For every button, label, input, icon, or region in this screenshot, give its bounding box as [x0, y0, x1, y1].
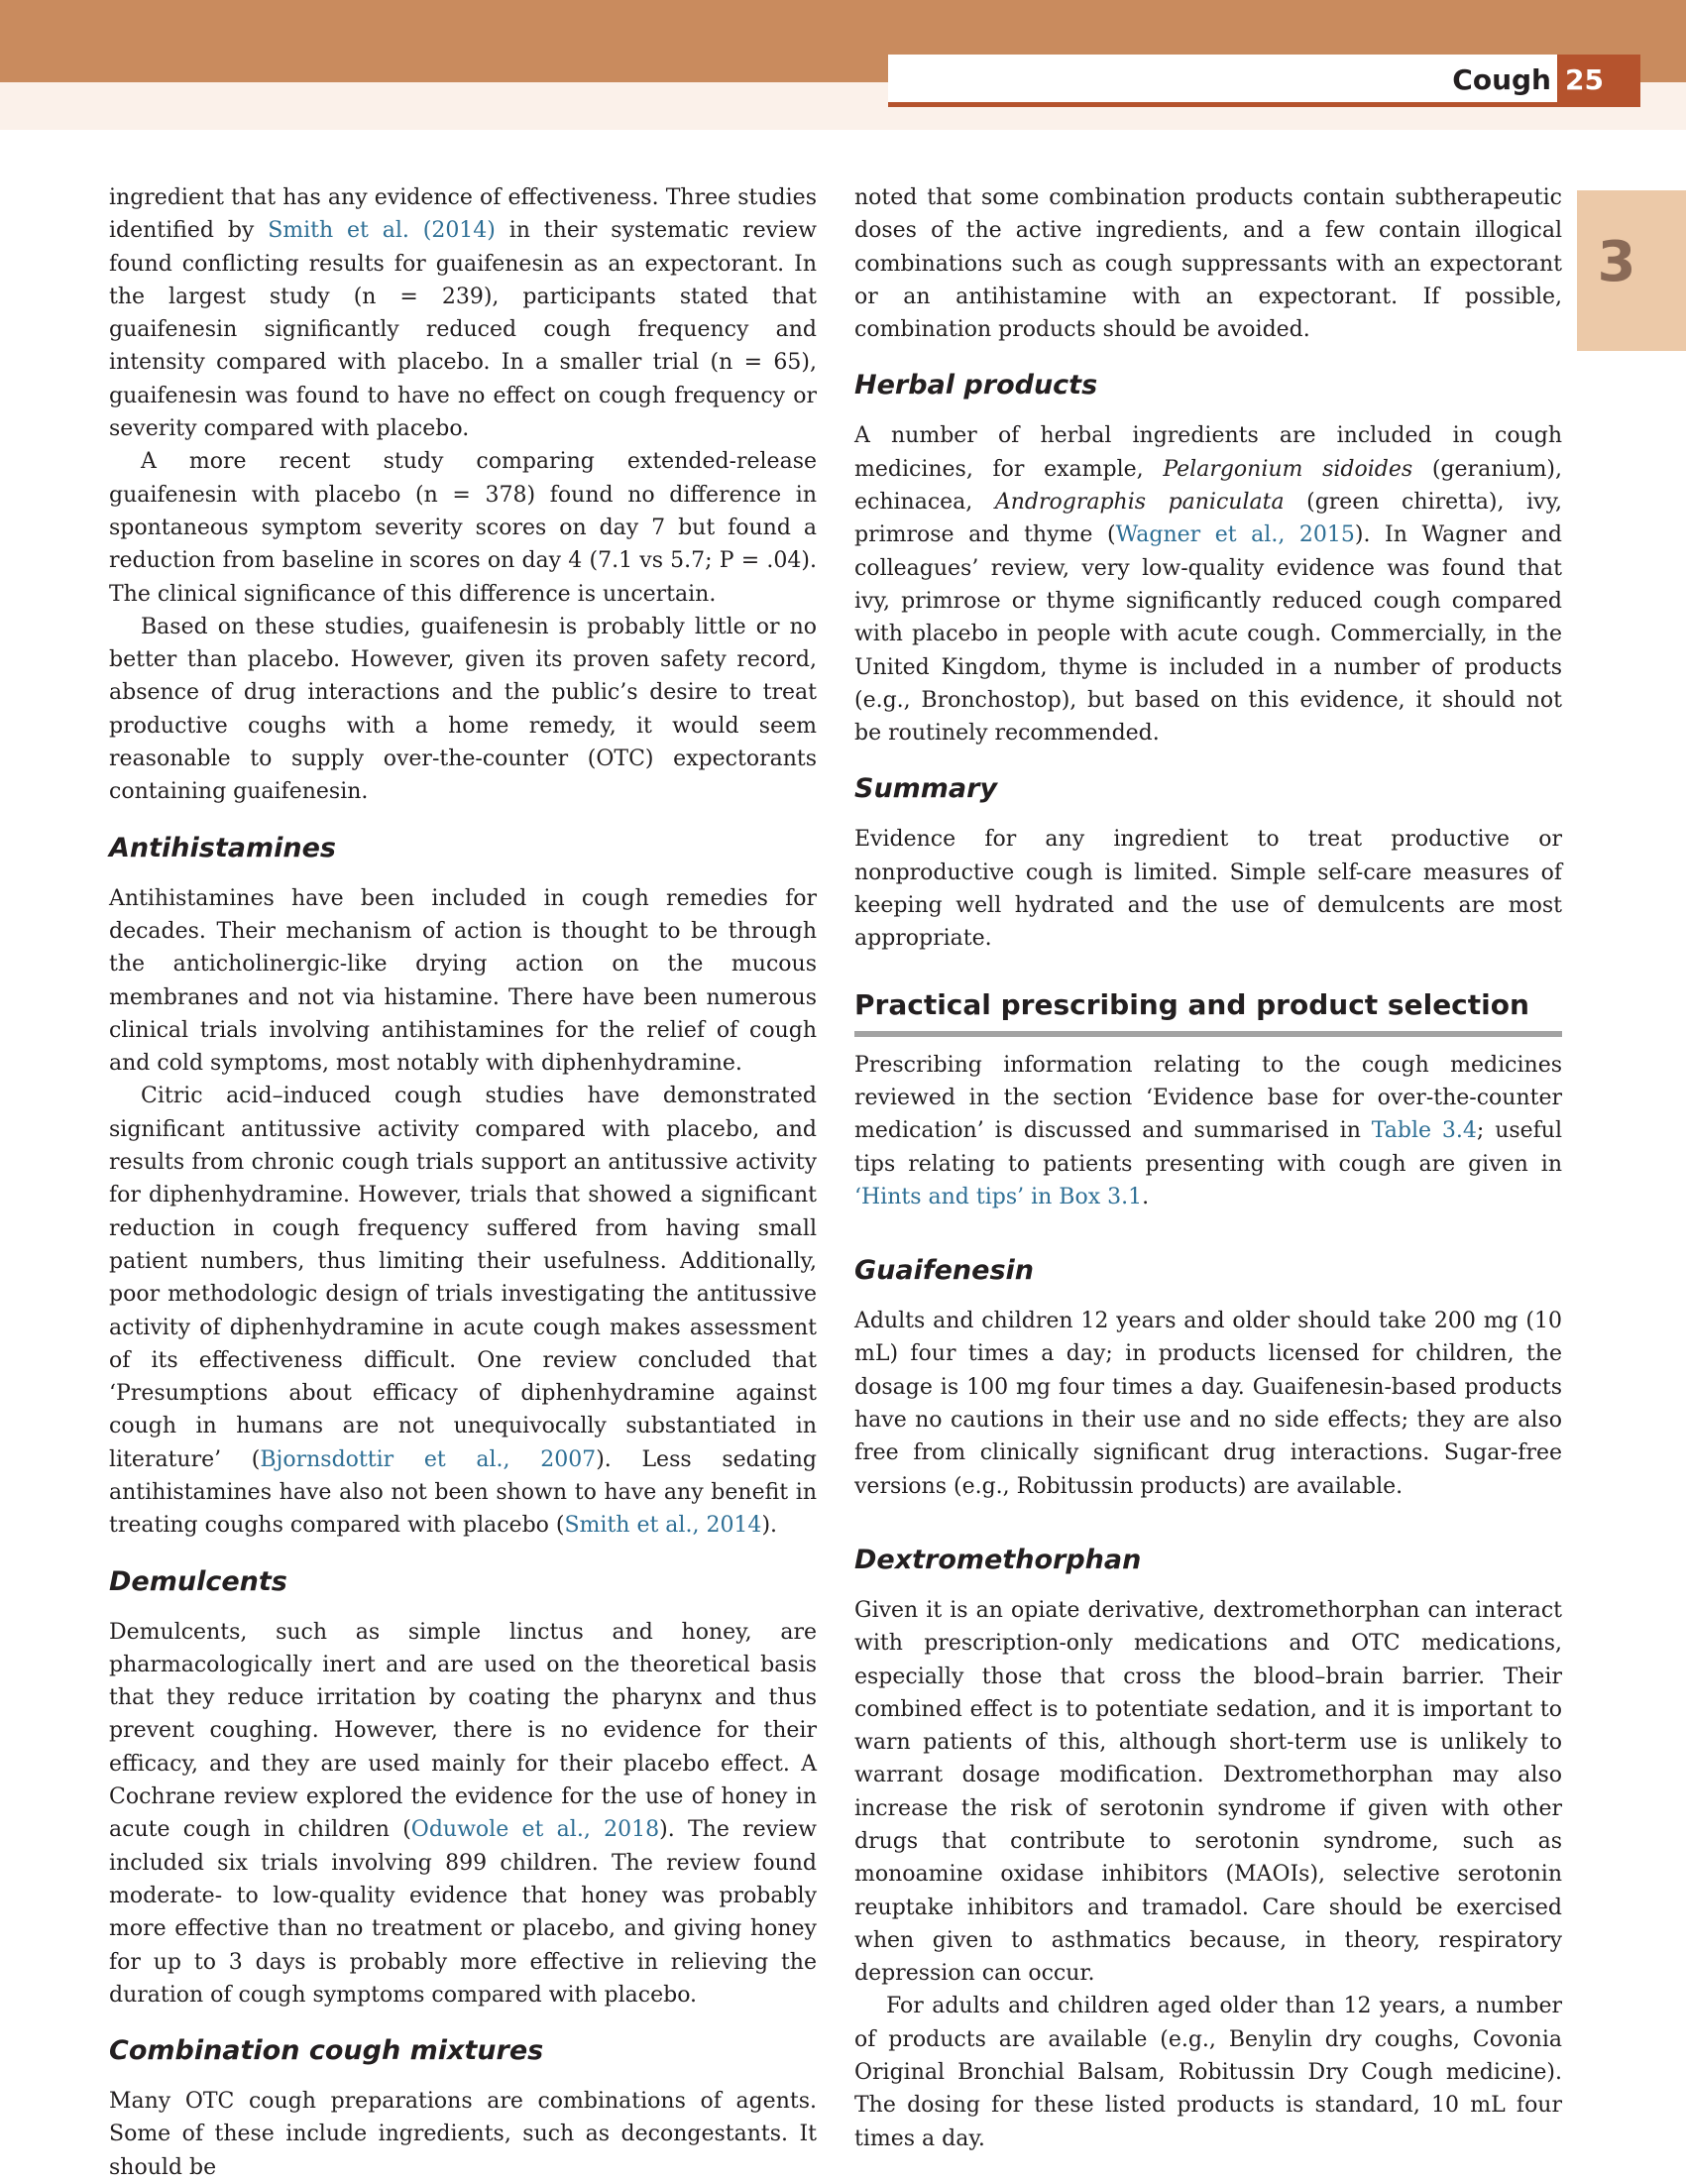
heading-summary: Summary: [854, 773, 998, 805]
header-rule: [888, 102, 1557, 107]
heading-combination-cough-mixtures: Combination cough mixtures: [109, 2035, 544, 2067]
paragraph: Based on these studies, guaifenesin is probably little or no better than placebo. However, given its proven safety record, absence of drug interactions and the public’s desire to treat productive coughs with a home remedy, it would seem reasonable to supply over-the-counter (OTC) expectorants containing guaifenesin.: [109, 614, 817, 805]
paragraph: Many OTC cough preparations are combinations of agents. Some of these include ingredients, such as decongestants. It should be: [109, 2089, 817, 2180]
page-number: 25: [1565, 63, 1604, 96]
paragraph: A more recent study comparing extended-release guaifenesin with placebo (n = 378) found no difference in spontaneous symptom severity scores on day 7 but found a reduction from baseline in scores on day 4 (7.1 vs 5.7; P = .04). The clinical significance of this difference is uncertain.: [109, 449, 817, 607]
paragraph: Given it is an opiate derivative, dextromethorphan can interact with prescription-only medications and OTC medications, especially those that cross the blood–brain barrier. Their combined effect is to potentiate sedation, and it is important to warn patients of this, although short-term use is unlikely to warrant dosage modification. Dextromethorphan may also increase the risk of serotonin syndrome if given with other drugs that contribute to serotonin syndrome, such as monoamine oxidase inhibitors (MAOIs), selective serotonin reuptake inhibitors and tramadol. Care should be exercised when given to asthmatics because, in theory, respiratory depression can occur.: [854, 1597, 1562, 1987]
citation-link[interactable]: Smith et al., 2014: [564, 1513, 762, 1539]
running-header-title: Cough: [1452, 63, 1551, 96]
table-link[interactable]: Table 3.4: [1371, 1118, 1477, 1144]
paragraph: A number of herbal ingredients are included in cough medicines, for example, Pelargonium sidoides (geranium), echinacea, Andrographis paniculata (green chiretta), ivy, primrose and thyme (Wagner et al., 2015). In Wagner and colleagues’ review, very low-quality evidence was found that ivy, primrose or thyme significantly reduced cough compared with placebo in people with acute cough. Commercially, in the United Kingdom, thyme is included in a number of products (e.g., Bronchostop), but based on this evidence, it should not be routinely recommended.: [854, 423, 1563, 747]
citation-link[interactable]: Bjornsdottir et al., 2007: [260, 1446, 597, 1472]
paragraph: Adults and children 12 years and older should take 200 mg (10 mL) four times a day; in products licensed for children, the dosage is 100 mg four times a day. Guaifenesin-based products have no cautions in their use and no side effects; they are also free from clinically significant drug interactions. Sugar-free versions (e.g., Robitussin products) are available.: [854, 1309, 1562, 1499]
right-column: [854, 181, 1562, 2155]
paragraph: For adults and children aged older than 12 years, a number of products are available (e.g., Benylin dry coughs, Covonia Original Bronchial Balsam, Robitussin Dry Cough medicine). The dosing for these listed products is standard, 10 mL four times a day.: [854, 1994, 1562, 2151]
citation-link[interactable]: Smith et al. (2014): [268, 218, 496, 244]
paragraph: Prescribing information relating to the cough medicines reviewed in the section ‘Evidence base for over-the-counter medication’ is discussed and summarised in Table 3.4; useful tips relating to patients presenting with cough are given in ‘Hints and tips’ in Box 3.1.: [854, 1052, 1563, 1209]
paragraph: Evidence for any ingredient to treat productive or nonproductive cough is limited. Simple self-care measures of keeping well hydrated and the use of demulcents are most appropriate.: [854, 827, 1562, 952]
paragraph: Demulcents, such as simple linctus and honey, are pharmacologically inert and are used on the theoretical basis that they reduce irritation by coating the pharynx and thus prevent coughing. However, there is no evidence for their efficacy, and they are used mainly for their placebo effect. A Cochrane review explored the evidence for the use of honey in acute cough in children (Oduwole et al., 2018). The review included six trials involving 899 children. The review found moderate- to low-quality evidence that honey was probably more effective than no treatment or placebo, and giving honey for up to 3 days is probably more effective in relieving the duration of cough symptoms compared with placebo.: [109, 1619, 817, 2008]
chapter-tab: [1577, 190, 1686, 351]
heading-demulcents: Demulcents: [109, 1565, 287, 1597]
citation-link[interactable]: Oduwole et al., 2018: [410, 1817, 660, 1843]
box-link[interactable]: ‘Hints and tips’ in Box 3.1: [854, 1184, 1143, 1209]
heading-antihistamines: Antihistamines: [109, 832, 336, 863]
citation-link[interactable]: Wagner et al., 2015: [1115, 522, 1355, 548]
left-column: [109, 181, 817, 2184]
heading-herbal-products: Herbal products: [854, 370, 1098, 402]
paragraph: noted that some combination products contain subtherapeutic doses of the active ingredients, and a few contain illogical combinations such as cough suppressants with an expectorant or an antihistamine with an expectorant. If possible, combination products should be avoided.: [854, 185, 1562, 343]
paragraph: ingredient that has any evidence of effectiveness. Three studies identified by Smith et al. (2014) in their systematic review found conflicting results for guaifenesin as an expectorant. In the largest study (n = 239), participants stated that guaifenesin significantly reduced cough frequency and intensity compared with placebo. In a smaller trial (n = 65), guaifenesin was found to have no effect on cough frequency or severity compared with placebo.: [109, 185, 817, 442]
chapter-number: 3: [1597, 230, 1636, 294]
heading-dextromethorphan: Dextromethorphan: [854, 1544, 1142, 1575]
paragraph: Antihistamines have been included in cough remedies for decades. Their mechanism of action is thought to be through the anticholinergic-like drying action on the mucous membranes and not via histamine. There have been numerous clinical trials involving antihistamines for the relief of cough and cold symptoms, most notably with diphenhydramine.: [109, 885, 817, 1077]
page-number-box: [1557, 55, 1640, 107]
heading-guaifenesin: Guaifenesin: [854, 1255, 1034, 1287]
heading-practical-prescribing: Practical prescribing and product selection: [854, 985, 1562, 1037]
paragraph: Citric acid–induced cough studies have demonstrated significant antitussive activity compared with placebo, and results from chronic cough trials support an antitussive activity for diphenhydramine. However, trials that showed a significant reduction in cough frequency suffered from having small patient numbers, thus limiting their usefulness. Additionally, poor methodologic design of trials investigating the antitussive activity of diphenhydramine in acute cough makes assessment of its effectiveness difficult. One review concluded that ‘Presumptions about efficacy of diphenhydramine against cough in humans are not unequivocally substantiated in literature’ (Bjornsdottir et al., 2007). Less sedating antihistamines have also not been shown to have any benefit in treating coughs compared with placebo (Smith et al., 2014).: [109, 1084, 817, 1539]
